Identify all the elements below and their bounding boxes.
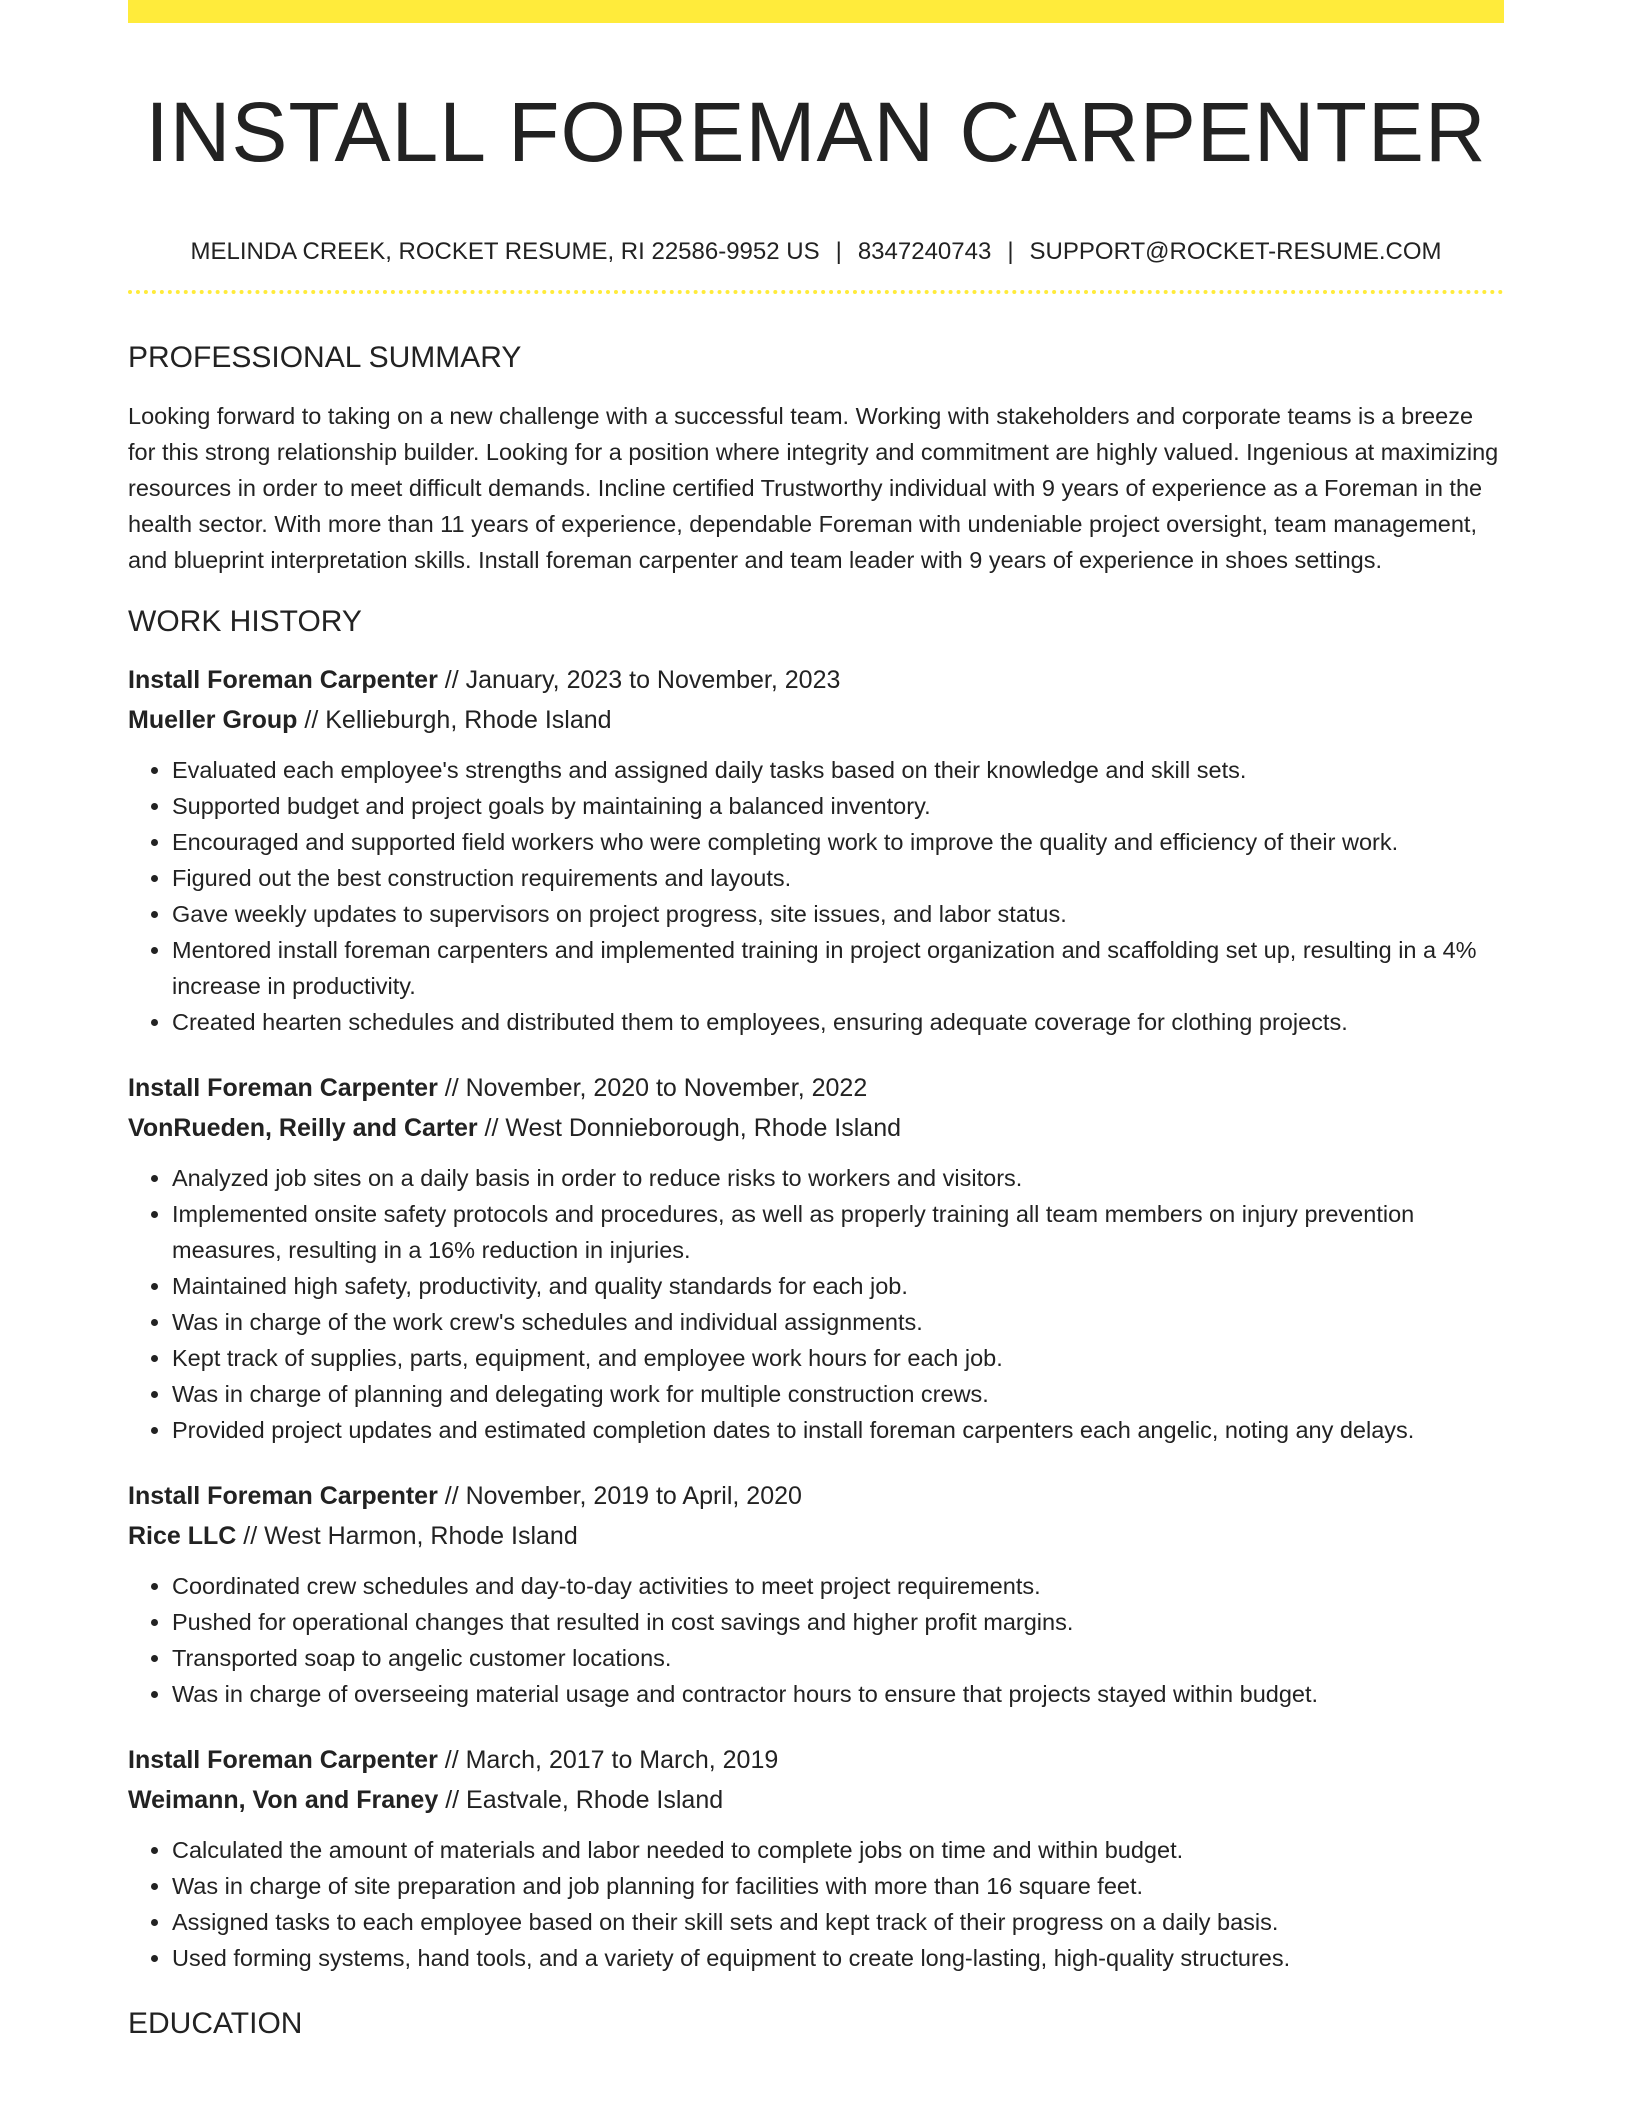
- job-company: Rice LLC: [128, 1522, 237, 1550]
- resume-content: [128, 0, 1504, 2044]
- job-bullet: • Kept track of supplies, parts, equipment, and employee work hours for each job.: [172, 1340, 1504, 1376]
- job-bullet: • Mentored install foreman carpenters and implemented training in project organization and scaffolding set up, resulting in a 4% increase in productivity.: [172, 932, 1504, 1004]
- job-title-line: [128, 1068, 1504, 1108]
- job-bullet: • Pushed for operational changes that resulted in cost savings and higher profit margins.: [172, 1604, 1504, 1640]
- job-bullet: • Assigned tasks to each employee based on their skill sets and kept track of their progress on a daily basis.: [172, 1904, 1504, 1940]
- job-company-line: [128, 1516, 1504, 1556]
- job-bullet: • Calculated the amount of materials and labor needed to complete jobs on time and within budget.: [172, 1832, 1504, 1868]
- job-company: VonRueden, Reilly and Carter: [128, 1114, 478, 1142]
- job-entry: [128, 1068, 1504, 1448]
- job-bullets: [128, 1568, 1504, 1712]
- job-entry: [128, 1740, 1504, 1976]
- job-bullets: [128, 1832, 1504, 1976]
- job-bullet: • Was in charge of overseeing material usage and contractor hours to ensure that projects stayed within budget.: [172, 1676, 1504, 1712]
- job-title-line: [128, 1740, 1504, 1780]
- job-title: Install Foreman Carpenter: [128, 666, 438, 694]
- job-bullet: • Encouraged and supported field workers who were completing work to improve the quality and efficiency of their work.: [172, 824, 1504, 860]
- contact-line: [128, 236, 1504, 268]
- contact-email: SUPPORT@ROCKET-RESUME.COM: [1029, 238, 1442, 265]
- job-dates: // March, 2017 to March, 2019: [437, 1746, 779, 1774]
- job-bullet: • Gave weekly updates to supervisors on project progress, site issues, and labor status.: [172, 896, 1504, 932]
- job-company-line: [128, 1780, 1504, 1820]
- job-entry: [128, 660, 1504, 1040]
- job-entry: [128, 1476, 1504, 1712]
- job-bullet: • Figured out the best construction requirements and layouts.: [172, 860, 1504, 896]
- job-dates: // January, 2023 to November, 2023: [437, 666, 841, 694]
- job-company-line: [128, 700, 1504, 740]
- job-bullet: • Maintained high safety, productivity, and quality standards for each job.: [172, 1268, 1504, 1304]
- job-company-line: [128, 1108, 1504, 1148]
- job-location: // Kellieburgh, Rhode Island: [297, 706, 612, 734]
- job-bullet: • Implemented onsite safety protocols and procedures, as well as properly training all team members on injury prevention measures, resulting in a 16% reduction in injuries.: [172, 1196, 1504, 1268]
- job-title: Install Foreman Carpenter: [128, 1074, 438, 1102]
- dotted-divider: [128, 290, 1504, 294]
- job-title-line: [128, 660, 1504, 700]
- job-title: Install Foreman Carpenter: [128, 1746, 438, 1774]
- job-location: // Eastvale, Rhode Island: [438, 1786, 724, 1814]
- job-company: Mueller Group: [128, 706, 298, 734]
- job-bullets: [128, 752, 1504, 1040]
- job-location: // West Harmon, Rhode Island: [236, 1522, 578, 1550]
- job-bullet: • Analyzed job sites on a daily basis in order to reduce risks to workers and visitors.: [172, 1160, 1504, 1196]
- education-heading: EDUCATION: [128, 2007, 303, 2040]
- job-company: Weimann, Von and Franey: [128, 1786, 439, 1814]
- job-dates: // November, 2019 to April, 2020: [437, 1482, 802, 1510]
- job-bullet: • Created hearten schedules and distributed them to employees, ensuring adequate coverage for clothing projects.: [172, 1004, 1504, 1040]
- job-bullet: • Was in charge of site preparation and job planning for facilities with more than 16 square feet.: [172, 1868, 1504, 1904]
- job-dates: // November, 2020 to November, 2022: [437, 1074, 868, 1102]
- contact-separator: |: [835, 238, 842, 265]
- job-location: // West Donnieborough, Rhode Island: [477, 1114, 902, 1142]
- contact-phone: 8347240743: [857, 238, 992, 265]
- job-bullets: [128, 1160, 1504, 1448]
- job-bullet: • Used forming systems, hand tools, and a variety of equipment to create long-lasting, high-quality structures.: [172, 1940, 1504, 1976]
- job-bullet: • Evaluated each employee's strengths and assigned daily tasks based on their knowledge and skill sets.: [172, 752, 1504, 788]
- summary-heading: PROFESSIONAL SUMMARY: [128, 341, 522, 374]
- contact-separator: |: [1007, 238, 1014, 265]
- job-bullet: • Coordinated crew schedules and day-to-day activities to meet project requirements.: [172, 1568, 1504, 1604]
- contact-address: MELINDA CREEK, ROCKET RESUME, RI 22586-9952 US: [190, 238, 820, 265]
- work-history-heading: WORK HISTORY: [128, 605, 362, 638]
- job-bullet: • Was in charge of the work crew's schedules and individual assignments.: [172, 1304, 1504, 1340]
- candidate-name: INSTALL FOREMAN CARPENTER: [145, 85, 1487, 179]
- job-title-line: [128, 1476, 1504, 1516]
- job-bullet: • Transported soap to angelic customer locations.: [172, 1640, 1504, 1676]
- job-bullet: • Provided project updates and estimated completion dates to install foreman carpenters each angelic, noting any delays.: [172, 1412, 1504, 1448]
- job-title: Install Foreman Carpenter: [128, 1482, 438, 1510]
- job-bullet: • Was in charge of planning and delegating work for multiple construction crews.: [172, 1376, 1504, 1412]
- summary-text: Looking forward to taking on a new challenge with a successful team. Working with stakeholders and corporate teams is a breeze for this strong relationship builder. Looking for a position where integrity and commitment are highly valued. Ingenious at maximizing resources in order to meet difficult demands. Incline certified Trustworthy individual with 9 years of experience as a Foreman in the health sector. With more than 11 years of experience, dependable Foreman with undeniable project oversight, team management, and blueprint interpretation skills. Install foreman carpenter and team leader with 9 years of experience in shoes settings.: [128, 403, 1499, 573]
- job-bullet: • Supported budget and project goals by maintaining a balanced inventory.: [172, 788, 1504, 824]
